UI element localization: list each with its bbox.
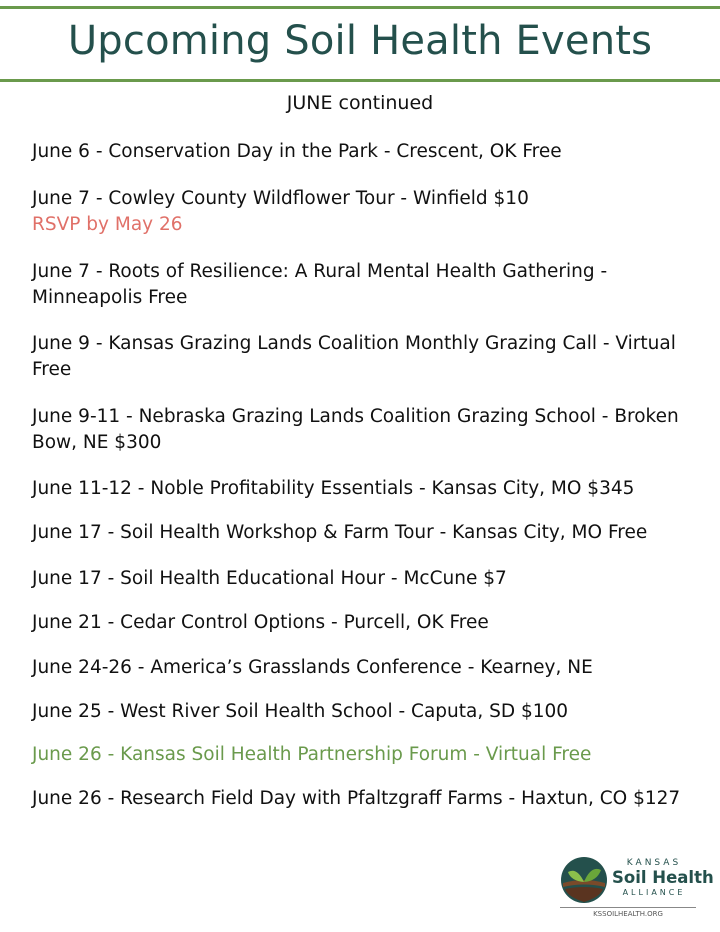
event-item (32, 139, 702, 166)
event-item (32, 404, 702, 457)
event-item (32, 186, 702, 239)
event-text: June 26 - Kansas Soil Health Partnership Forum - Virtual Free (32, 743, 592, 765)
event-text: June 11-12 - Noble Profitability Essentials - Kansas City, MO $345 (32, 477, 635, 499)
top-accent-bar (0, 6, 720, 9)
event-text: June 17 - Soil Health Educational Hour - McCune $7 (32, 567, 507, 589)
event-text: June 17 - Soil Health Workshop & Farm Tour - Kansas City, MO Free (32, 522, 648, 543)
event-item (32, 786, 702, 813)
alliance-logo (560, 854, 714, 918)
event-item (32, 610, 702, 637)
event-item (32, 742, 702, 769)
page-title: Upcoming Soil Health Events (67, 18, 653, 64)
event-text: June 9 - Kansas Grazing Lands Coalition Monthly Grazing Call - Virtual Free (32, 332, 676, 380)
event-text: June 25 - West River Soil Health School - Caputa, SD $100 (32, 701, 569, 722)
event-text: June 21 - Cedar Control Options - Purcell, OK Free (32, 612, 489, 633)
event-item (32, 331, 702, 384)
logo-alliance: ALLIANCE (622, 888, 686, 897)
title-divider (0, 79, 720, 82)
event-item (32, 259, 702, 312)
logo-kansas: KANSAS (626, 858, 682, 868)
event-text: June 7 - Roots of Resilience: A Rural Mental Health Gathering - Minneapolis Free (32, 260, 608, 308)
event-text: June 9-11 - Nebraska Grazing Lands Coalition Grazing School - Broken Bow, NE $300 (32, 405, 679, 453)
event-item (32, 566, 702, 593)
events-list (32, 139, 702, 813)
event-item (32, 655, 702, 682)
event-item (32, 699, 702, 726)
event-text: June 24-26 - America’s Grasslands Conference - Kearney, NE (32, 656, 593, 678)
event-item (32, 520, 702, 547)
event-text: June 7 - Cowley County Wildflower Tour - Winfield $10 (32, 187, 529, 209)
soil-leaf-icon (560, 856, 608, 904)
event-item (32, 476, 702, 503)
logo-soil-health: Soil Health (612, 868, 714, 887)
event-text: June 6 - Conservation Day in the Park - Crescent, OK Free (32, 141, 562, 162)
month-subtitle: JUNE continued (286, 92, 434, 114)
logo-text (612, 858, 714, 898)
rsvp-note: RSVP by May 26 (32, 214, 183, 235)
logo-url: KSSOILHEALTH.ORG (560, 907, 696, 918)
event-text: June 26 - Research Field Day with Pfaltzgraff Farms - Haxtun, CO $127 (32, 788, 681, 809)
